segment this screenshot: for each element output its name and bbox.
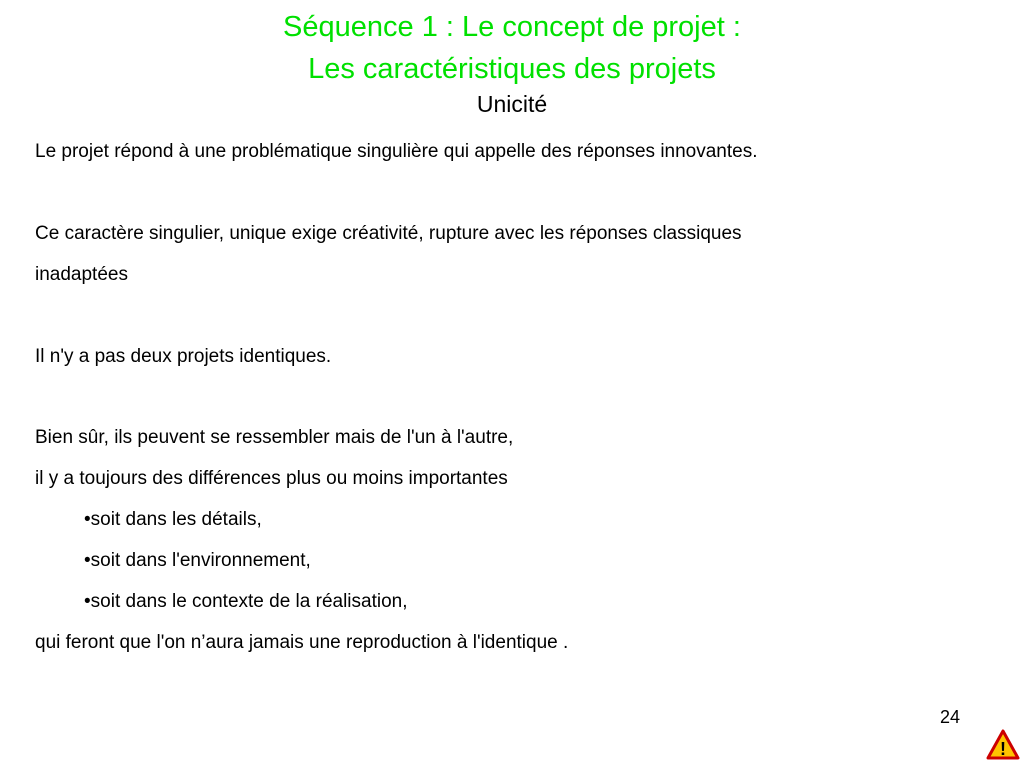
body-line-differences: il y a toujours des différences plus ou moins importantes: [35, 468, 508, 489]
bullet-environment: •soit dans l'environnement,: [84, 550, 311, 571]
body-line-conclusion: qui feront que l'on n’aura jamais une reproduction à l'identique .: [35, 632, 569, 653]
slide-title-line-2: Les caractéristiques des projets: [308, 53, 716, 85]
warning-mark: !: [1000, 739, 1006, 759]
page-number: 24: [940, 707, 961, 727]
body-line-intro: Le projet répond à une problématique singulière qui appelle des réponses innovantes.: [35, 141, 758, 162]
slide-subtitle: Unicité: [476, 91, 548, 117]
body-line-resemble: Bien sûr, ils peuvent se ressembler mais de l'un à l'autre,: [35, 427, 514, 448]
bullet-context: •soit dans le contexte de la réalisation,: [84, 591, 408, 612]
body-line-singular: Ce caractère singulier, unique exige créativité, rupture avec les réponses classiques: [35, 223, 742, 244]
slide-title-line-1: Séquence 1 : Le concept de projet :: [283, 11, 741, 43]
body-line-singular-continued: inadaptées: [35, 264, 128, 285]
bullet-details: •soit dans les détails,: [84, 509, 262, 530]
body-line-no-identical: Il n'y a pas deux projets identiques.: [35, 346, 332, 367]
warning-icon[interactable]: [986, 729, 1020, 760]
